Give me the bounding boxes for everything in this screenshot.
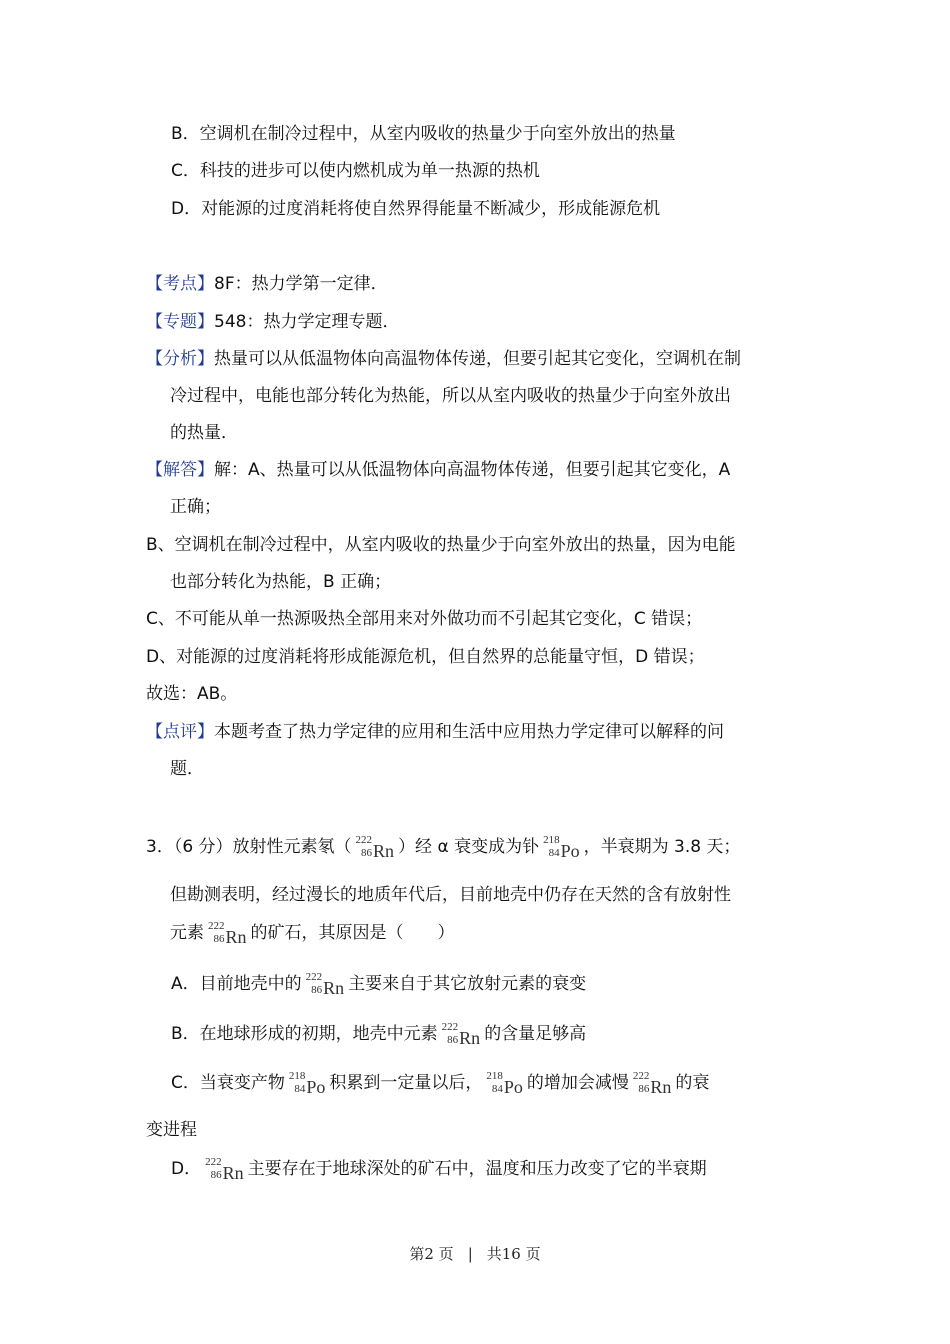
nuclide-rn xyxy=(208,920,247,946)
nuclide-symbol: Po xyxy=(503,1077,523,1097)
nuclide-po xyxy=(289,1070,326,1096)
nuclide-symbol: Rn xyxy=(323,978,345,998)
kaodian-line xyxy=(146,272,388,296)
fenxi-line-3: 的热量． xyxy=(170,423,238,443)
q3-line-3 xyxy=(170,920,455,946)
answer-line: 故选：AB。 xyxy=(146,684,238,704)
q3-stem-3b: 的矿石，其原因是（ ） xyxy=(250,923,455,943)
nuclide-atomic: 86 xyxy=(361,847,373,859)
nuclide-po xyxy=(486,1070,523,1096)
q3-stem-1a: 3．（6 分）放射性元素氡（ xyxy=(146,837,352,857)
nuclide-mass: 218 xyxy=(288,1070,306,1082)
q3-option-c-line-2: 变进程 xyxy=(146,1120,197,1140)
nuclide-mass: 222 xyxy=(355,834,373,846)
q3-option-d xyxy=(171,1156,707,1182)
zhuanti-tag: 【专题】 xyxy=(146,312,214,332)
nuclide-atomic: 86 xyxy=(311,984,323,996)
option-b-pre: B．在地球形成的初期，地壳中元素 xyxy=(171,1024,438,1044)
page-number: 第2 页 xyxy=(409,1245,454,1263)
dianping-line-1 xyxy=(146,720,724,744)
nuclide-mass: 218 xyxy=(486,1070,503,1082)
nuclide-atomic: 84 xyxy=(548,847,560,859)
nuclide-symbol: Rn xyxy=(222,1163,244,1183)
jieda-tag: 【解答】 xyxy=(146,460,214,480)
q3-option-b xyxy=(171,1021,586,1047)
q3-line-1 xyxy=(146,834,740,860)
nuclide-rn xyxy=(442,1021,481,1047)
q3-option-a xyxy=(171,971,586,997)
nuclide-mass: 218 xyxy=(543,834,560,846)
option-a-pre: A．目前地壳中的 xyxy=(171,974,302,994)
fenxi-text-1: 热量可以从低温物体向高温物体传递，但要引起其它变化，空调机在制 xyxy=(214,349,741,369)
nuclide-atomic: 86 xyxy=(213,933,225,945)
option-c-mid1: 积累到一定量以后， xyxy=(329,1073,483,1093)
jieda-text-1: 解：A、热量可以从低温物体向高温物体传递，但要引起其它变化，A xyxy=(214,460,731,480)
nuclide-mass: 222 xyxy=(441,1021,459,1033)
kaodian-text: 8F：热力学第一定律． xyxy=(214,274,388,294)
nuclide-symbol: Rn xyxy=(225,927,247,947)
option-c-mid2: 的增加会减慢 xyxy=(526,1073,629,1093)
option-c-pre: C．当衰变产物 xyxy=(171,1073,285,1093)
kaodian-tag: 【考点】 xyxy=(146,274,214,294)
nuclide-symbol: Rn xyxy=(459,1028,481,1048)
q3-line-2: 但勘测表明，经过漫长的地质年代后，目前地壳中仍存在天然的含有放射性 xyxy=(170,885,731,905)
nuclide-rn xyxy=(205,1156,244,1182)
page-total: 共16 页 xyxy=(486,1245,541,1263)
dianping-tag: 【点评】 xyxy=(146,722,214,742)
option-b-prev: B．空调机在制冷过程中，从室内吸收的热量少于向室外放出的热量 xyxy=(171,124,676,144)
nuclide-symbol: Rn xyxy=(373,841,395,861)
nuclide-symbol: Po xyxy=(560,841,580,861)
jieda-line-2: 正确； xyxy=(170,497,221,517)
option-c-prev: C．科技的进步可以使内燃机成为单一热源的热机 xyxy=(171,161,540,181)
footer-separator: | xyxy=(467,1245,473,1263)
nuclide-atomic: 86 xyxy=(210,1169,222,1181)
zhuanti-line xyxy=(146,310,399,334)
option-c-post: 的衰 xyxy=(675,1073,710,1093)
fenxi-line-1 xyxy=(146,347,741,371)
q3-stem-1b: ）经 α 衰变成为钋 xyxy=(398,837,540,857)
nuclide-atomic: 86 xyxy=(447,1034,459,1046)
nuclide-symbol: Po xyxy=(306,1077,326,1097)
fenxi-line-2: 冷过程中，电能也部分转化为热能，所以从室内吸收的热量少于向室外放出 xyxy=(170,386,731,406)
nuclide-rn xyxy=(306,971,345,997)
dianping-text-1: 本题考查了热力学定律的应用和生活中应用热力学定律可以解释的问 xyxy=(214,722,724,742)
jieda-line-1 xyxy=(146,458,730,482)
page-footer xyxy=(0,1243,950,1264)
fenxi-tag: 【分析】 xyxy=(146,349,214,369)
jieda-b-line-2: 也部分转化为热能，B 正确； xyxy=(170,572,392,592)
option-d-post: 主要存在于地球深处的矿石中，温度和压力改变了它的半衰期 xyxy=(247,1159,707,1179)
nuclide-symbol: Rn xyxy=(650,1077,672,1097)
nuclide-mass: 222 xyxy=(632,1070,650,1082)
option-a-post: 主要来自于其它放射元素的衰变 xyxy=(348,974,587,994)
nuclide-rn xyxy=(633,1070,672,1096)
dianping-line-2: 题． xyxy=(170,759,204,779)
nuclide-rn xyxy=(356,834,395,860)
zhuanti-text: 548：热力学定理专题． xyxy=(214,312,400,332)
option-b-post: 的含量足够高 xyxy=(484,1024,587,1044)
nuclide-atomic: 84 xyxy=(294,1083,306,1095)
nuclide-po xyxy=(543,834,580,860)
nuclide-mass: 222 xyxy=(205,1156,222,1168)
nuclide-mass: 222 xyxy=(305,971,323,983)
nuclide-mass: 222 xyxy=(208,920,225,932)
jieda-b-line-1: B、空调机在制冷过程中，从室内吸收的热量少于向室外放出的热量，因为电能 xyxy=(146,535,736,555)
q3-stem-1c: ，半衰期为 3.8 天； xyxy=(583,837,741,857)
jieda-c-line: C、不可能从单一热源吸热全部用来对外做功而不引起其它变化，C 错误； xyxy=(146,609,703,629)
nuclide-atomic: 84 xyxy=(491,1083,503,1095)
option-d-pre: D． xyxy=(171,1159,202,1179)
jieda-d-line: D、对能源的过度消耗将形成能源危机，但自然界的总能量守恒，D 错误； xyxy=(146,647,705,667)
option-d-prev: D．对能源的过度消耗将使自然界得能量不断减少，形成能源危机 xyxy=(171,199,661,219)
q3-option-c xyxy=(171,1070,709,1096)
nuclide-atomic: 86 xyxy=(638,1083,650,1095)
q3-stem-3a: 元素 xyxy=(170,923,204,943)
